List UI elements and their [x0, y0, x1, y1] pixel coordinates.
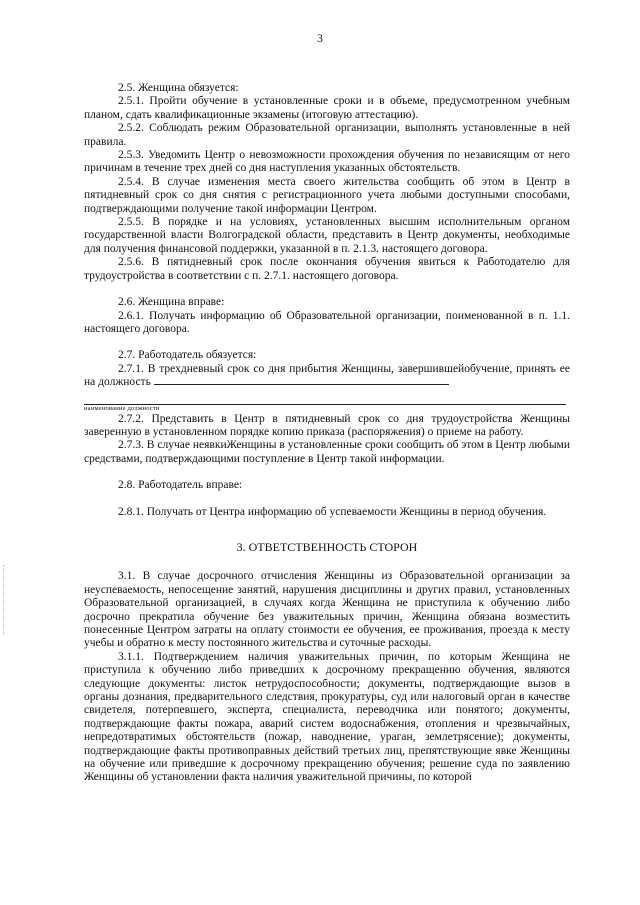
clause-2-5-5: 2.5.5. В порядке и на условиях, установленных высшим исполнительным органом государственной власти Волгоградской области, представить в Центр документы, необходимые для получения финансовой поддержки, указанной в п. 2.1.3. настоящего договора. [84, 216, 570, 255]
clause-2-5-4: 2.5.4. В случае изменения места своего жительства сообщить об этом в Центр в пятидневный срок со дня снятия с регистрационного учета любыми доступными способами, подтверждающими получение такой информации Центром. [84, 175, 570, 215]
clause-2-7-1 [84, 363, 570, 390]
position-fill-line [154, 383, 449, 385]
section-3-title: 3. ОТВЕТСТВЕННОСТЬ СТОРОН [236, 539, 418, 554]
clause-2-7-2: 2.7.2. Представить в Центр в пятидневный срок со дня трудоустройства Женщины заверенную в установленном порядке копию приказа (распоряжения) о приеме на работу. [84, 412, 570, 438]
clause-3-1-1: 3.1.1. Подтверждением наличия уважительных причин, по которым Женщина не приступила к обучению либо приведших к досрочному прекращению обучения, являются следующие документы: листок нетрудоспособности; документы, подтверждающие вызов в органы дознания, предварительного следствия, прокуратуры, суд или налоговый орган в качестве свидетеля, потерпевшего, эксперта, специалиста, переводчика или понятого; документы, подтверждающие факты пожара, аварий систем водоснабжения, отопления и чрезвычайных, непредотвратимых обстоятельств (пожар, наводнение, ураган, землетрясение); документы, подтверждающие факты противоправных действий третьих лиц, препятствующие явке Женщины на обучение или приведшие к досрочному прекращению обучения; решение суда по заявлению Женщины об установлении факта наличия уважительной причины, по которой [84, 650, 570, 784]
section-2-8-heading: 2.8. Работодатель вправе: [118, 479, 243, 492]
clause-3-1: 3.1. В случае досрочного отчисления Женщины из Образовательной организации за неуспеваемость, непосещение занятий, нарушения дисциплины и других правил, установленных Образовательной организацией, в случаях когда Женщина не приступила к обучению либо досрочно прекратила обучение без уважительных причин, Женщина обязана возместить понесенные Центром затраты на оплату стоимости ее обучения, ее проживания, проезда к месту учебы и обратно к месту постоянного жительства и суточные расходы. [84, 570, 570, 650]
section-2-5-heading: 2.5. Женщина обязуется: [118, 82, 239, 94]
clause-2-6-1: 2.6.1. Получать информацию об Образовательной организации, поименованной в п. 1.1. настоящего договора. [84, 309, 570, 335]
clause-2-5-1: 2.5.1. Пройти обучение в установленные сроки и в объеме, предусмотренном учебным планом, сдать квалификационные экзамены (итоговую аттестацию). [84, 95, 570, 121]
position-caption: наименование должности [84, 404, 160, 412]
clause-2-5-2: 2.5.2. Соблюдать режим Образовательной организации, выполнять установленные в ней правила. [84, 122, 570, 148]
clause-2-5-6: 2.5.6. В пятидневный срок после окончания обучения явиться к Работодателю для трудоустройства в соответствии с п. 2.7.1. настоящего договора. [84, 256, 570, 282]
scan-margin-marks [3, 565, 8, 635]
document-body [84, 82, 570, 785]
clause-2-5-3: 2.5.3. Уведомить Центр о невозможности прохождения обучения по независящим от него причинам в течение трех дней со дня наступления указанных обстоятельств. [84, 149, 570, 175]
clause-2-8-1: 2.8.1. Получать от Центра информацию об успеваемости Женщины в период обучения. [118, 505, 547, 518]
clause-2-7-3: 2.7.3. В случае неявкиЖенщины в установленные сроки сообщить об этом в Центр любыми средствами, подтверждающими поступление в Центр такой информации. [84, 439, 570, 465]
section-2-7-heading: 2.7. Работодатель обязуется: [118, 349, 257, 362]
clause-2-7-1-text: 2.7.1. В трехдневный срок со дня прибытия Женщины, завершившейобучение, принять ее на должность [84, 362, 570, 389]
section-2-6-heading: 2.6. Женщина вправе: [118, 296, 225, 309]
page-number: 3 [317, 33, 323, 45]
